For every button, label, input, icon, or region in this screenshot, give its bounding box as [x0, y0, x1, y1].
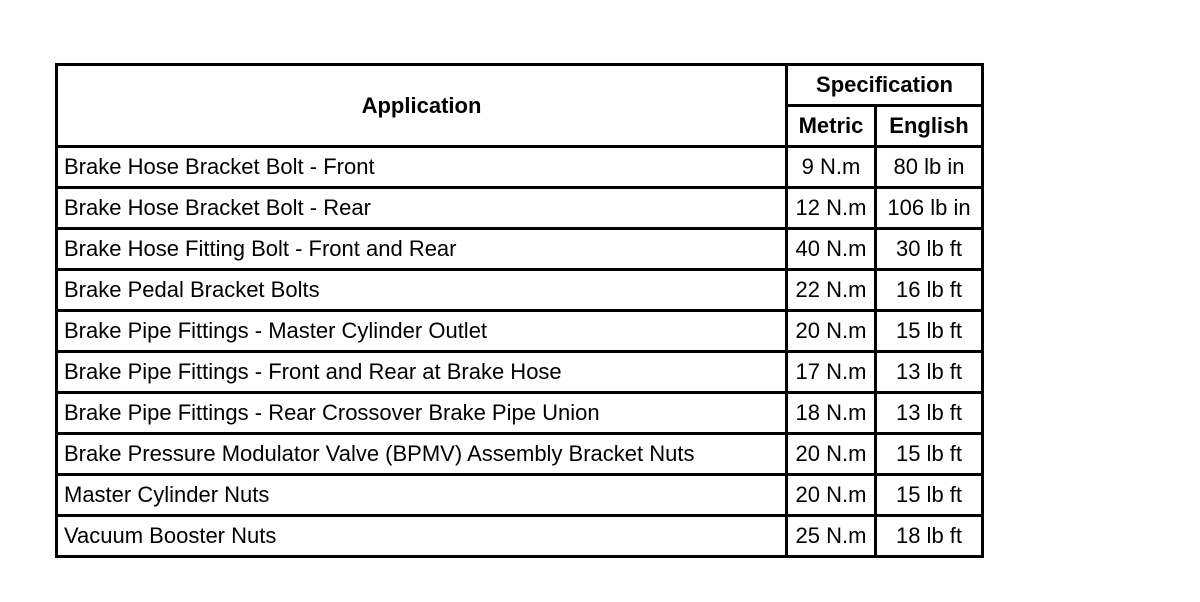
table-row: [58, 394, 981, 435]
english-cell: 15 lb ft: [877, 435, 981, 476]
metric-cell: 40 N.m: [788, 230, 877, 271]
application-cell: Master Cylinder Nuts: [58, 476, 788, 517]
metric-cell: 20 N.m: [788, 435, 877, 476]
specification-header: Specification: [788, 66, 981, 107]
table-row: [58, 148, 981, 189]
metric-cell: 25 N.m: [788, 517, 877, 555]
english-cell: 80 lb in: [877, 148, 981, 189]
metric-header: Metric: [788, 107, 877, 148]
table-row: [58, 230, 981, 271]
english-cell: 18 lb ft: [895, 523, 963, 548]
table-row: [58, 517, 981, 555]
english-cell: 13 lb ft: [877, 394, 981, 435]
table-row: [58, 353, 981, 394]
application-cell: Brake Hose Bracket Bolt - Front: [58, 148, 788, 189]
english-cell: 15 lb ft: [877, 476, 981, 517]
application-header: Application: [58, 66, 788, 148]
metric-cell: 9 N.m: [788, 148, 877, 189]
table-row: [58, 312, 981, 353]
application-cell: Brake Hose Bracket Bolt - Rear: [58, 189, 788, 230]
application-cell: Brake Pipe Fittings - Master Cylinder Outlet: [58, 312, 788, 353]
metric-cell: 20 N.m: [788, 476, 877, 517]
header-row-1: [58, 66, 981, 107]
english-cell: 16 lb ft: [877, 271, 981, 312]
application-cell: Brake Pipe Fittings - Front and Rear at Brake Hose: [58, 353, 788, 394]
application-cell: Brake Hose Fitting Bolt - Front and Rear: [58, 230, 788, 271]
metric-cell: 22 N.m: [788, 271, 877, 312]
english-cell: 13 lb ft: [877, 353, 981, 394]
english-header: English: [877, 107, 981, 148]
torque-specification-table: [55, 63, 984, 558]
metric-cell: 17 N.m: [788, 353, 877, 394]
application-cell: Brake Pressure Modulator Valve (BPMV) Assembly Bracket Nuts: [58, 435, 788, 476]
table-row: [58, 435, 981, 476]
english-cell: 106 lb in: [877, 189, 981, 230]
table-row: [58, 476, 981, 517]
table-body: [58, 148, 981, 555]
english-cell: 30 lb ft: [877, 230, 981, 271]
application-cell: Vacuum Booster Nuts: [58, 517, 788, 555]
metric-cell: 12 N.m: [788, 189, 877, 230]
table-row: [58, 271, 981, 312]
metric-cell: 18 N.m: [788, 394, 877, 435]
table-row: [58, 189, 981, 230]
english-cell: 15 lb ft: [877, 312, 981, 353]
metric-cell: 20 N.m: [788, 312, 877, 353]
application-cell: Brake Pedal Bracket Bolts: [58, 271, 788, 312]
application-cell: Brake Pipe Fittings - Rear Crossover Brake Pipe Union: [58, 394, 788, 435]
